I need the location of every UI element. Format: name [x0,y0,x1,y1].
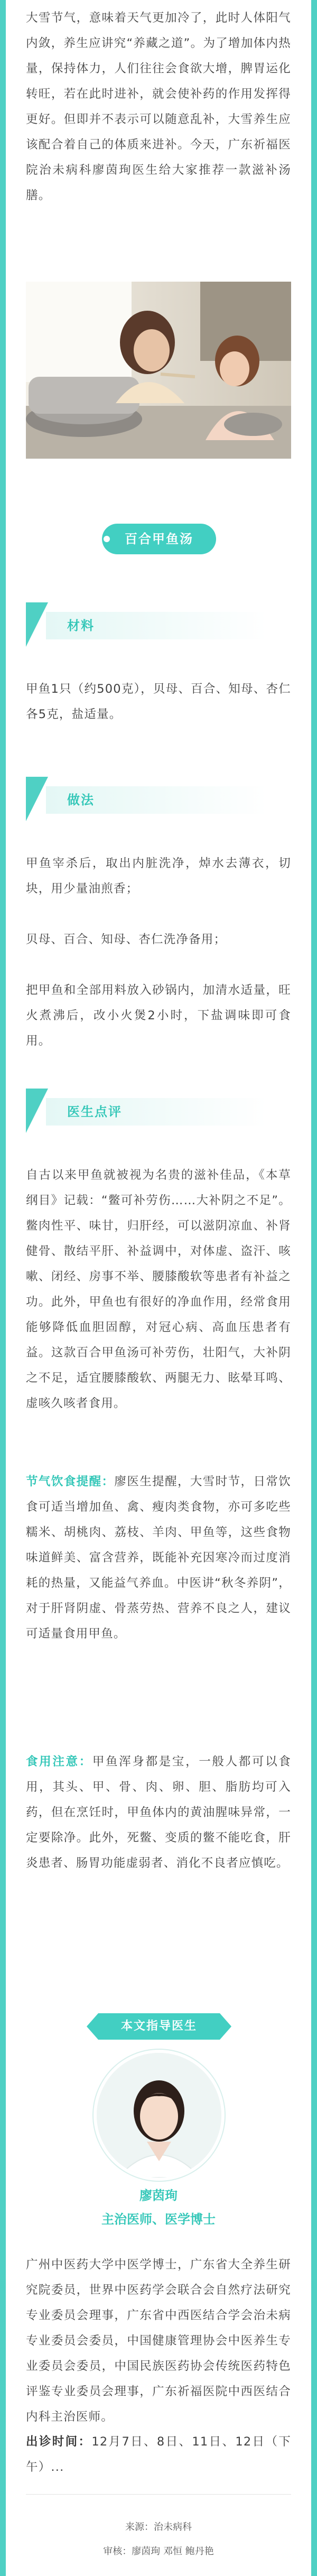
clinic-label: 出诊时间： [26,2435,92,2449]
doctor-title: 主治医师、医学博士 [101,2212,216,2227]
notice [26,1749,291,1876]
section-title: 材料 [67,618,95,633]
accent-triangle-icon [26,1089,48,1133]
pill-dot-icon [104,536,110,542]
method-step-2: 贝母、百合、知母、杏仁洗净备用； [26,933,227,946]
footer-source: 来源：治未病科 [125,2522,192,2533]
section-title: 医生点评 [67,1104,122,1119]
diet-tip-text: 廖医生提醒，大雪时节，日常饮食可适当增加鱼、禽、瘦肉类食物，亦可多吃些糯米、胡桃肉、荔枝、羊肉、甲鱼等，这些食物味道鲜美、富含营养，既能补充因寒冷而过度消耗的热量，又能益气养血。中医讲“秋冬养阴”，对于肝肾阴虚、骨蒸劳热、营养不良之人，建议可适量食用甲鱼。 [26,1475,291,1641]
section-header-materials [26,602,291,647]
clinic-text: 12月7日、8日、11日、12日（下午）... [26,2435,291,2474]
doctor-name: 廖茵珣 [139,2188,178,2203]
diet-tip [26,1469,291,1647]
section-header-comment [26,1089,291,1133]
comment-text: 自古以来甲鱼就被视为名贵的滋补佳品，《本草纲目》记载：“鳖可补劳伤……大补阴之不足”。鳖肉性平、味甘，归肝经，可以滋阴凉血、补肾健骨、散结平肝、补益调中，对体虚、盗汗、咳嗽、闭经、房事不举、腰膝酸软等患者有补益之功。此外，甲鱼也有很好的净血作用，经常食用能够降低血胆固醇，对冠心病、高血压患者有益。这款百合甲鱼汤可补劳伤，壮阳气，大补阴之不足，适宜腰膝酸软、两腿无力、眩晕耳鸣、虚咳久咳者食用。 [26,1168,291,1410]
section-title: 做法 [67,793,95,807]
notice-text: 甲鱼浑身都是宝，一般人都可以食用，其头、甲、骨、肉、卵、胆、脂肪均可入药，但在烹饪时，甲鱼体内的黄油腥味异常，一定要除净。此外，死鳖、变质的鳖不能吃食，肝炎患者、肠胃功能虚弱者、消化不良者应慎吃。 [26,1755,291,1870]
footer-review: 审核：廖茵珣 邓恒 鲍丹艳 [103,2546,214,2557]
diet-tip-label: 节气饮食提醒： [26,1475,115,1489]
doctor-banner: 本文指导医生 [98,2013,220,2040]
intro-paragraph: 大雪节气，意味着天气更加冷了，此时人体阳气内敛，养生应讲究“养藏之道”。为了增加体内热量，保持体力，人们往往会食欲大增，脾胃运化转旺，若在此时进补，就会使补药的作用发挥得更好。但即并不表示可以随意乱补，大雪养生应该配合着自己的体质来进补。今天，广东祈福医院治未病科廖茵珣医生给大家推荐一款滋补汤膳。 [26,11,291,202]
doctor-avatar [97,2053,221,2178]
cooking-photo [26,282,291,459]
accent-triangle-icon [26,602,48,647]
footer-divider [26,2494,291,2495]
recipe-title-pill [102,524,216,554]
notice-label: 食用注意： [26,1755,92,1769]
doctor-bio: 广州中医药大学中医学博士，广东省大全养生研究院委员，世界中医药学会联合会自然疗法研究专业委员会理事，广东省中西医结合学会治未病专业委员会委员，中国健康管理协会中医养生专业委员会委员，中国民族医药协会传统医药特色评鉴专业委员会理事，广东祈福医院中西医结合内科主治医师。 [26,2258,291,2424]
method-step-1: 甲鱼宰杀后，取出内脏洗净，焯水去薄衣，切块，用少量油煎香； [26,857,291,896]
recipe-title: 百合甲鱼汤 [125,532,193,546]
section-header-method [26,777,291,821]
materials-text: 甲鱼1只（约500克），贝母、百合、知母、杏仁各5克，盐适量。 [26,682,291,721]
accent-triangle-icon [26,777,48,821]
clinic-hours [26,2429,291,2480]
method-step-3: 把甲鱼和全部用料放入砂锅内，加清水适量，旺火煮沸后，改小火煲2小时，下盐调味即可食用。 [26,983,291,1048]
article-body [6,0,311,2576]
